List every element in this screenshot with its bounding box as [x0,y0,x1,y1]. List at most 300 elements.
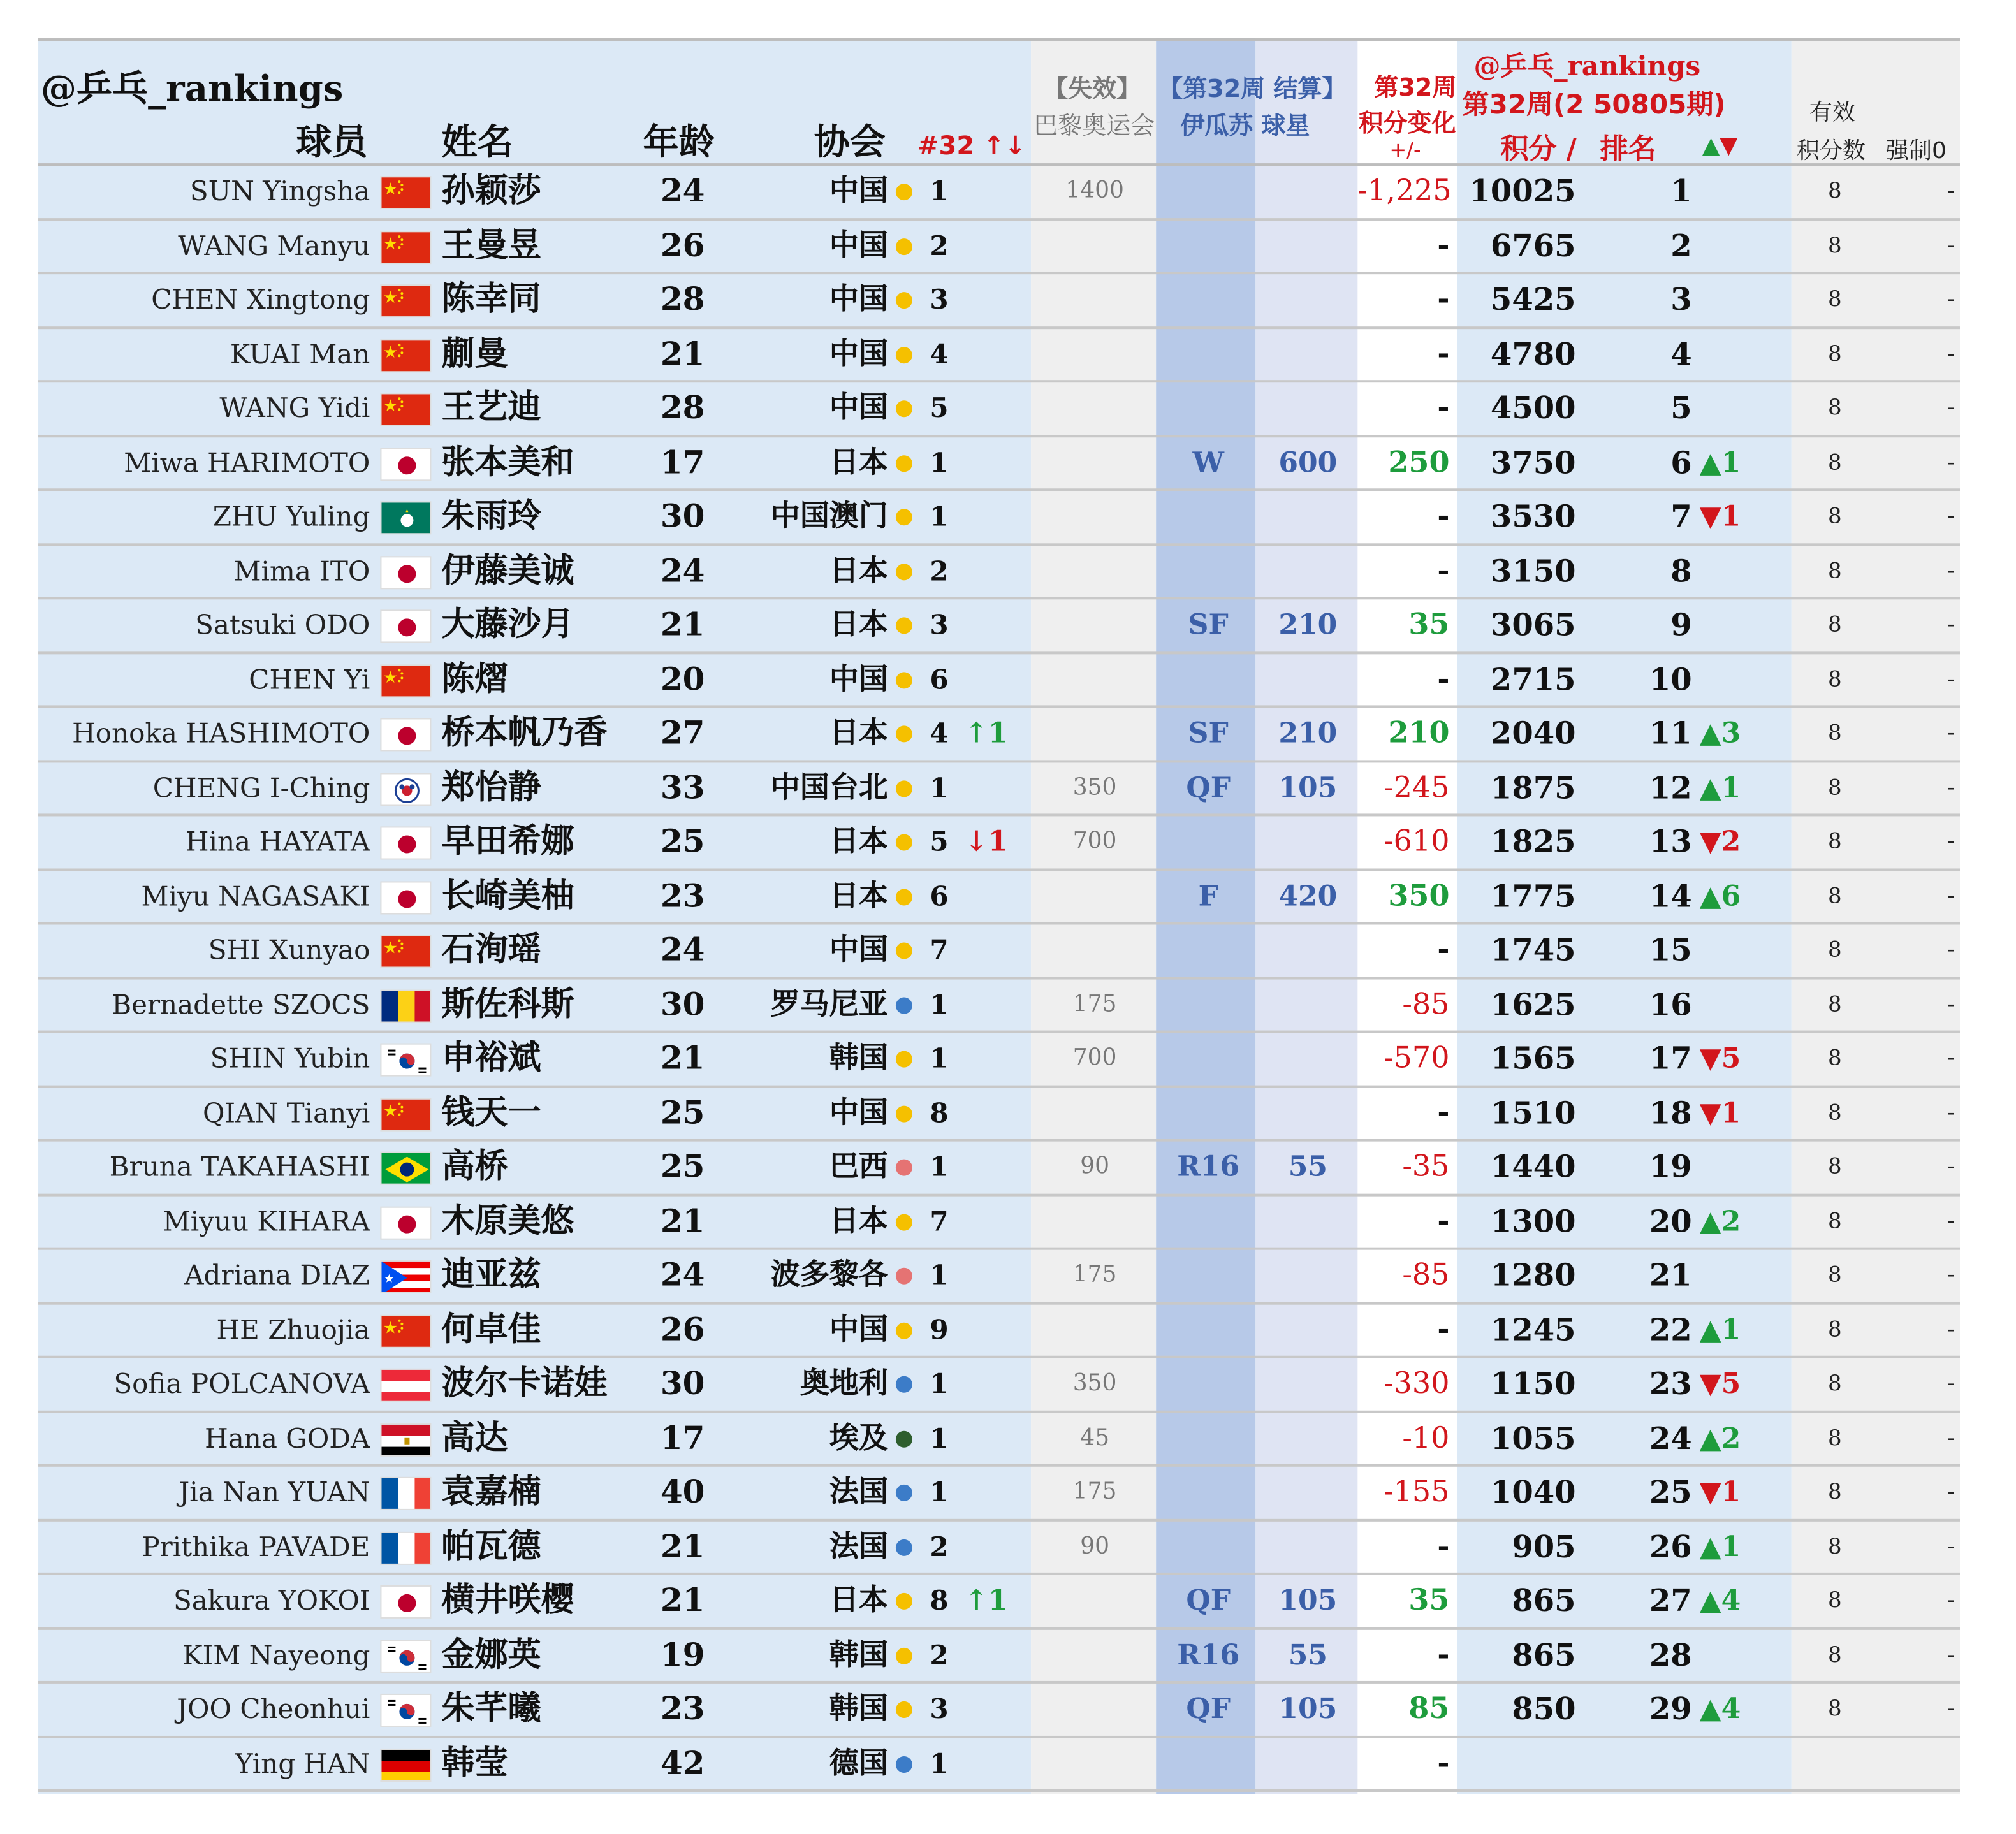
valid-count: 8 [1828,395,1842,421]
association-rank-move: ↑1 [964,1583,1008,1617]
player-chinese-name: 陈幸同 [441,280,541,319]
olympic-points: 350 [1072,1369,1117,1397]
cn-flag-icon [380,1098,431,1131]
world-rank: 15 [1649,931,1692,968]
table-row [38,545,1960,599]
association-rank: 3 [930,283,949,316]
player-chinese-name: 袁嘉楠 [441,1473,541,1511]
association-name: 法国 [829,1529,888,1563]
top-border [38,38,1960,41]
col-change-2: 积分变化 [1359,110,1456,138]
ranking-points: 850 [1512,1689,1576,1727]
player-chinese-name: 韩莹 [441,1743,508,1782]
valid-count: 8 [1828,287,1842,313]
points-change: -610 [1384,825,1450,859]
player-chinese-name: 横井咲樱 [441,1581,574,1620]
points-change: - [1437,1528,1450,1563]
table-row [38,1358,1960,1413]
association-name: 法国 [829,1475,888,1509]
association-rank: 1 [930,1150,949,1183]
ranking-points: 5425 [1490,280,1576,318]
points-change: 350 [1388,878,1450,913]
de-flag-icon [380,1748,431,1781]
event-result: F [1198,879,1218,913]
force-zero: - [1947,1479,1955,1505]
association-name: 中国台北 [770,771,888,804]
world-rank: 1 [1670,172,1692,210]
association-name: 日本 [829,608,888,642]
player-chinese-name: 帕瓦德 [441,1527,541,1566]
force-zero: - [1947,1641,1955,1668]
valid-count: 8 [1828,558,1842,584]
continent-dot-icon [896,563,912,579]
table-row [38,925,1960,979]
points-change: - [1437,932,1450,967]
ranking-points: 1300 [1490,1202,1576,1239]
player-age: 26 [660,226,705,264]
association-rank: 1 [930,1367,949,1399]
association-rank: 8 [930,1096,949,1128]
world-rank: 20 [1649,1202,1692,1239]
points-change: -1,225 [1357,175,1452,208]
jp-flag-icon [380,1206,431,1239]
association-rank: 8 [930,1583,949,1616]
cn-flag-icon [380,664,431,697]
association-name: 中国澳门 [770,500,888,534]
continent-dot-icon [896,1051,912,1068]
player-name: Miwa HARIMOTO [124,447,370,478]
world-rank: 9 [1670,606,1692,643]
player-age: 17 [660,1418,705,1456]
kr-flag-icon [380,1640,431,1673]
valid-count: 8 [1828,1425,1842,1451]
player-age: 28 [660,280,705,318]
continent-dot-icon [896,1756,912,1772]
olympic-points: 350 [1072,773,1117,801]
ranking-points: 6765 [1490,226,1576,264]
association-rank: 9 [930,1313,949,1345]
points-change: - [1437,1745,1450,1780]
force-zero: - [1947,341,1955,367]
points-change: - [1437,1636,1450,1671]
ranking-points: 1150 [1490,1364,1576,1402]
player-age: 21 [660,1527,705,1564]
player-age: 26 [660,1310,705,1348]
association-rank: 1 [930,1042,949,1074]
force-zero: - [1947,883,1955,909]
player-age: 24 [660,931,705,968]
table-row [38,220,1960,274]
points-change: -85 [1402,1258,1450,1292]
valid-count: 8 [1828,666,1842,692]
points-change: - [1437,661,1450,696]
valid-count: 8 [1828,1154,1842,1180]
force-zero: - [1947,1154,1955,1180]
association-rank: 2 [930,1529,949,1562]
player-age: 21 [660,1039,705,1077]
association-name: 埃及 [829,1421,888,1455]
points-change: - [1437,282,1450,317]
player-chinese-name: 迪亚兹 [441,1256,541,1295]
force-zero: - [1947,233,1955,259]
points-change: 210 [1388,715,1450,750]
player-chinese-name: 长崎美柚 [441,877,574,915]
world-rank: 14 [1649,877,1692,914]
col-name: 姓名 [441,121,513,164]
valid-count: 8 [1828,775,1842,801]
association-name: 日本 [829,717,888,750]
table-row [38,653,1960,708]
table-row [38,599,1960,653]
world-rank: 25 [1649,1473,1692,1510]
ro-flag-icon [380,989,431,1023]
player-name: Miyu NAGASAKI [141,880,370,912]
player-name: CHENG I-Ching [152,772,370,803]
points-change: - [1437,1203,1450,1238]
association-rank: 1 [930,1421,949,1453]
col-age: 年龄 [643,121,715,164]
force-zero: - [1947,775,1955,801]
continent-dot-icon [896,997,912,1014]
ranking-points: 3065 [1490,606,1576,643]
valid-count: 8 [1828,720,1842,746]
association-rank: 1 [930,987,949,1020]
player-name: Bruna TAKAHASHI [109,1151,370,1183]
cn-flag-icon [380,1314,431,1348]
event-points: 210 [1278,608,1338,642]
association-rank: 5 [930,825,949,857]
player-name: WANG Manyu [178,230,370,261]
valid-count: 8 [1828,883,1842,909]
player-age: 24 [660,551,705,589]
kr-flag-icon [380,1044,431,1077]
table-row [38,328,1960,382]
continent-dot-icon [896,1701,912,1718]
world-rank: 26 [1649,1527,1692,1564]
table-row [38,1521,1960,1575]
valid-count: 8 [1828,449,1842,476]
world-rank: 18 [1649,1093,1692,1131]
table-row [38,1629,1960,1684]
association-rank: 2 [930,229,949,261]
continent-dot-icon [896,780,912,796]
player-name: Hana GODA [205,1422,370,1453]
player-chinese-name: 早田希娜 [441,822,574,861]
ranking-points: 1040 [1490,1473,1576,1510]
world-rank: 12 [1649,768,1692,806]
player-age: 28 [660,389,705,426]
world-rank: 24 [1649,1418,1692,1456]
force-zero: - [1947,395,1955,421]
player-age: 23 [660,1689,705,1727]
player-name: Ying HAN [235,1747,370,1779]
rank-move: ▼5 [1699,1367,1741,1401]
player-chinese-name: 王曼昱 [441,226,541,265]
continent-dot-icon [896,455,912,471]
col-olympic-2: 巴黎奥运会 [1034,112,1155,141]
col-force: 强制0 [1885,138,1947,165]
event-points: 105 [1278,1583,1338,1617]
event-result: QF [1186,1583,1231,1617]
force-zero: - [1947,1100,1955,1126]
handle-title: @乒乓_rankings [41,68,344,110]
valid-count: 8 [1828,991,1842,1017]
association-rank-move: ↓1 [964,825,1008,859]
player-name: HE Zhuojia [216,1314,370,1345]
player-age: 25 [660,1093,705,1131]
player-age: 21 [660,1202,705,1239]
force-zero: - [1947,1587,1955,1613]
world-rank: 19 [1649,1147,1692,1185]
world-rank: 13 [1649,822,1692,860]
force-zero: - [1947,991,1955,1017]
ranking-points: 1625 [1490,985,1576,1023]
points-change: 35 [1408,1582,1450,1617]
player-chinese-name: 伊藤美诚 [441,551,574,590]
table-row [38,1250,1960,1304]
player-chinese-name: 蒯曼 [441,335,508,374]
continent-dot-icon [896,1268,912,1285]
mo-flag-icon [380,501,431,534]
valid-count: 8 [1828,1316,1842,1343]
table-row [38,274,1960,328]
points-change: - [1437,1311,1450,1346]
br-flag-icon [380,1152,431,1185]
player-age: 30 [660,1364,705,1402]
ranking-points: 1510 [1490,1093,1576,1131]
col-rank-period: 第32周(2 50805期) [1462,89,1726,120]
event-points: 55 [1288,1638,1327,1671]
player-name: JOO Cheonhui [177,1693,370,1724]
continent-dot-icon [896,888,912,905]
continent-dot-icon [896,1539,912,1555]
association-rank: 2 [930,554,949,586]
eg-flag-icon [380,1423,431,1456]
ranking-points: 1055 [1490,1418,1576,1456]
player-name: Adriana DIAZ [184,1260,370,1291]
valid-count: 8 [1828,178,1842,205]
points-change: -570 [1384,1042,1450,1075]
player-chinese-name: 波尔卡诺娃 [441,1364,608,1403]
jp-flag-icon [380,609,431,643]
world-rank: 16 [1649,985,1692,1023]
valid-count: 8 [1828,504,1842,530]
col-player: 球员 [296,121,368,164]
col-event-1: 【第32周 结算】 [1158,75,1347,104]
ranking-points: 3750 [1490,443,1576,481]
association-rank: 6 [930,879,949,912]
continent-dot-icon [896,346,912,363]
association-name: 奥地利 [800,1367,888,1401]
force-zero: - [1947,1045,1955,1072]
valid-count: 8 [1828,1587,1842,1613]
pr-flag-icon [380,1260,431,1293]
association-name: 韩国 [829,1042,888,1075]
table-row [38,382,1960,437]
force-zero: - [1947,937,1955,963]
kr-flag-icon [380,1694,431,1727]
association-rank: 1 [930,1475,949,1508]
rank-move: ▲4 [1699,1583,1741,1617]
world-rank: 4 [1670,335,1692,372]
continent-dot-icon [896,834,912,850]
force-zero: - [1947,504,1955,530]
player-age: 20 [660,660,705,697]
association-rank: 4 [930,717,949,749]
player-name: QIAN Tianyi [203,1097,370,1128]
association-name: 日本 [829,1204,888,1238]
olympic-points: 700 [1072,1044,1117,1072]
rank-move: ▼2 [1699,825,1741,859]
force-zero: - [1947,287,1955,313]
player-name: ZHU Yuling [212,501,370,532]
at-flag-icon [380,1369,431,1402]
event-result: SF [1188,608,1229,642]
continent-dot-icon [896,671,912,688]
world-rank: 7 [1670,497,1692,535]
ranking-points: 905 [1512,1527,1576,1564]
table-row [38,437,1960,491]
valid-count: 8 [1828,829,1842,855]
points-change: 35 [1408,607,1450,642]
rank-move: ▲3 [1699,717,1741,750]
col-change-1: 第32周 [1374,74,1457,103]
continent-dot-icon [896,1430,912,1447]
force-zero: - [1947,1208,1955,1234]
valid-count: 8 [1828,233,1842,259]
table-row [38,1413,1960,1467]
association-rank: 2 [930,1638,949,1670]
points-change: - [1437,228,1450,263]
player-name: SUN Yingsha [189,176,370,207]
fr-flag-icon [380,1477,431,1510]
association-name: 中国 [829,1096,888,1130]
player-chinese-name: 高达 [441,1418,508,1457]
player-name: SHI Xunyao [208,935,370,966]
player-name: CHEN Yi [249,664,370,695]
association-rank: 1 [930,500,949,532]
association-name: 德国 [829,1746,888,1780]
force-zero: - [1947,1262,1955,1288]
table-row [38,979,1960,1033]
ranking-points: 865 [1512,1635,1576,1673]
player-age: 23 [660,877,705,914]
player-chinese-name: 朱芊曦 [441,1689,541,1728]
valid-count: 8 [1828,1262,1842,1288]
rank-move: ▲4 [1699,1692,1741,1726]
cn-flag-icon [380,230,431,263]
ranking-points: 865 [1512,1581,1576,1619]
continent-dot-icon [896,1376,912,1393]
world-rank: 17 [1649,1039,1692,1077]
player-name: Prithika PAVADE [142,1531,370,1562]
table-row [38,708,1960,762]
rank-move: ▲6 [1699,879,1741,913]
continent-dot-icon [896,1485,912,1501]
association-name: 日本 [829,1583,888,1617]
player-chinese-name: 张本美和 [441,443,574,482]
valid-count: 8 [1828,1641,1842,1668]
points-change: 85 [1408,1691,1450,1726]
table-row [38,491,1960,545]
force-zero: - [1947,1696,1955,1722]
player-chinese-name: 朱雨玲 [441,497,541,536]
player-name: KIM Nayeong [182,1639,370,1670]
event-points: 600 [1278,446,1338,479]
association-name: 日本 [829,879,888,913]
association-rank: 7 [930,933,949,966]
col-rank: 排名 [1600,134,1656,166]
points-change: - [1437,336,1450,371]
association-rank: 3 [930,608,949,641]
ranking-points: 4780 [1490,335,1576,372]
continent-dot-icon [896,509,912,525]
col-change-3: +/- [1389,138,1421,163]
table-row [38,1575,1960,1629]
table-row [38,1142,1960,1196]
player-name: Mima ITO [233,555,370,586]
event-result: QF [1186,771,1231,804]
rank-move: ▼5 [1699,1042,1741,1075]
valid-count: 8 [1828,1371,1842,1397]
olympic-points: 90 [1080,1153,1110,1180]
ranking-points: 1825 [1490,822,1576,860]
player-age: 21 [660,335,705,372]
player-age: 25 [660,1147,705,1185]
player-age: 30 [660,985,705,1023]
player-name: Bernadette SZOCS [112,989,370,1020]
rank-move: ▼1 [1699,1096,1741,1130]
cn-flag-icon [380,338,431,372]
ranking-points: 1775 [1490,877,1576,914]
continent-dot-icon [896,617,912,634]
event-points: 210 [1278,717,1338,750]
valid-count: 8 [1828,1045,1842,1072]
table-row [38,1196,1960,1250]
ranking-points: 1745 [1490,931,1576,968]
valid-count: 8 [1828,1696,1842,1722]
col-points: 积分 / [1500,134,1577,166]
jp-flag-icon [380,447,431,480]
player-age: 25 [660,822,705,860]
ranking-points: 10025 [1469,172,1576,210]
rank-move: ▲1 [1699,446,1741,479]
ranking-points: 2715 [1490,660,1576,697]
continent-dot-icon [896,238,912,254]
association-name: 巴西 [829,1150,888,1184]
table-row [38,1684,1960,1738]
player-chinese-name: 孙颖莎 [441,172,541,211]
table-row [38,1738,1960,1792]
olympic-points: 45 [1080,1423,1110,1451]
continent-dot-icon [896,1322,912,1339]
player-name: Sofia POLCANOVA [113,1368,370,1399]
player-age: 21 [660,606,705,643]
continent-dot-icon [896,943,912,959]
event-result: R16 [1177,1638,1240,1671]
player-chinese-name: 桥本帆乃香 [441,714,608,753]
points-change: -85 [1402,987,1450,1021]
player-chinese-name: 陈熠 [441,660,508,699]
col-rank-handle: @乒乓_rankings [1473,50,1701,82]
association-name: 日本 [829,825,888,859]
olympic-points: 175 [1072,1261,1117,1288]
valid-count: 8 [1828,341,1842,367]
jp-flag-icon [380,555,431,588]
table-row [38,1088,1960,1142]
association-rank: 1 [930,1746,949,1779]
association-name: 中国 [829,229,888,263]
